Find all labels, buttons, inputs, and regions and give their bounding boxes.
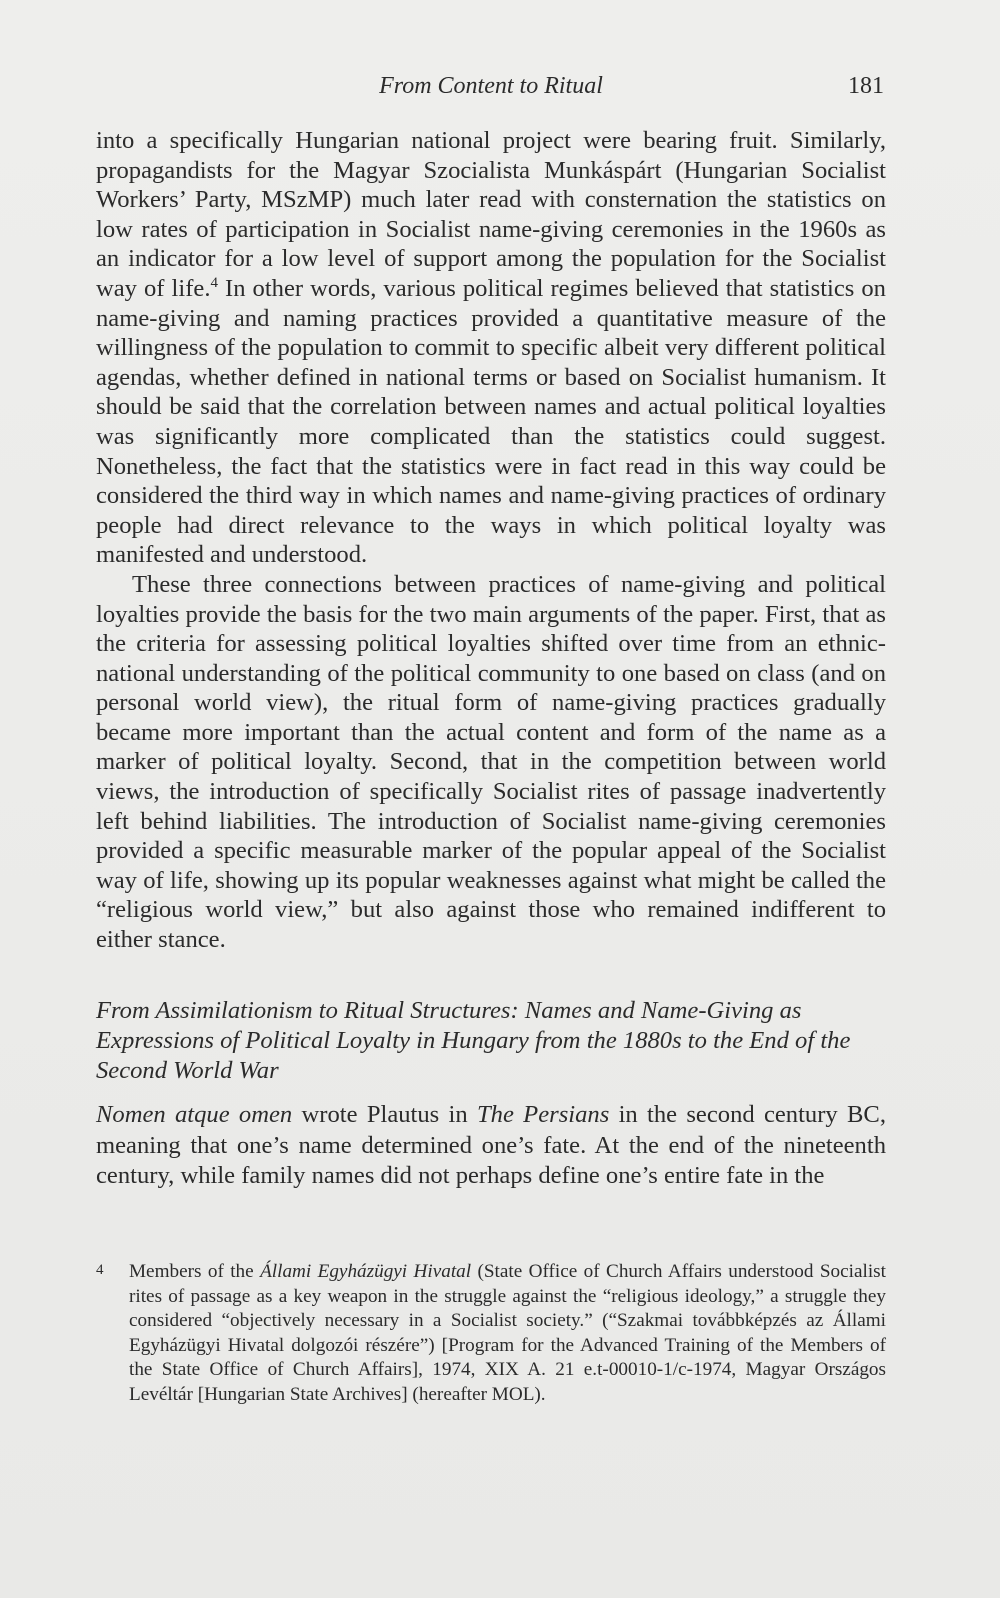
section-paragraph (96, 1100, 886, 1192)
page-number: 181 (848, 73, 884, 99)
section-heading: From Assimilationism to Ritual Structures: Names and Name-Giving as Expressions of Political Loyalty in Hungary from the 1880s to the End of the Second World War (96, 997, 851, 1084)
running-head (96, 70, 886, 102)
paragraph-1-text-a: into a specifically Hungarian national project were bearing fruit. Similarly, propagandists for the Magyar Szocialista Munkáspárt (Hungarian Socialist Workers’ Party, MSzMP) much later read with consternation the statistics on low rates of participation in Socialist name-giving ceremonies in the 1960s as an indicator for a low level of support among the population for the Socialist way of life. (96, 127, 886, 302)
paragraph-2: These three connections between practices of name-giving and political loyalties provide the basis for the two main arguments of the paper. First, that as the criteria for assessing political loyalties shifted over time from an ethnic-national understanding of the political community to one based on class (and on personal world view), the ritual form of name-giving practices gradually became more important than the actual content and form of the name as a marker of political loyalty. Second, that in the competition between world views, the introduction of specifically Socialist rites of passage inadvertently left behind liabilities. The introduction of Socialist name-giving ceremonies provided a specific measurable marker of the popular appeal of the Socialist way of life, showing up its popular weaknesses against what might be called the “religious world view,” but also against those who remained indifferent to either stance. (96, 570, 886, 954)
paragraph-1-text-b: In other words, various political regimes believed that statistics on name-giving and naming practices provided a quantitative measure of the willingness of the population to commit to specific albeit very different political agendas, whether defined in national terms or based on Socialist humanism. It should be said that the correlation between names and actual political loyalties was significantly more complicated than the statistics could suggest. Nonetheless, the fact that the statistics were in fact read in this way could be considered the third way in which names and name-giving practices of ordinary people had direct relevance to the ways in which political loyalty was manifested and understood. (96, 274, 886, 569)
running-title: From Content to Ritual (379, 73, 603, 99)
body-text (96, 126, 886, 955)
footnote-text-a: Members of the (129, 1261, 261, 1282)
paragraph-1 (96, 126, 886, 570)
section-text-a: wrote Plautus in (292, 1101, 477, 1128)
section-text-b: in the second century BC, meaning that one’s name determined one’s fate. At the end of the nineteenth century, while family names did not perhaps define one’s entire fate in the (96, 1101, 886, 1189)
work-title: The Persians (476, 1101, 610, 1128)
footnote-institution: Állami Egyházügyi Hivatal (260, 1261, 472, 1282)
footnote-text (129, 1260, 886, 1408)
latin-quote: Nomen atque omen (96, 1101, 293, 1128)
footnote-text-b: (State Office of Church Affairs understood Socialist rites of passage as a key weapon in the struggle against the “religious ideology,” a struggle they considered “objectively necessary in a Socialist society.” (“Szakmai továbbképzés az Állami Egyházügyi Hivatal dolgozói részére”) [Program for the Advanced Training of the Members of the State Office of Church Affairs], 1974, XIX A. 21 e.t-00010-1/c-1974, Magyar Országos Levéltár [Hungarian State Archives] (hereafter MOL). (129, 1261, 886, 1405)
footnote-reference[interactable]: 4 (210, 274, 218, 291)
footnote-number: 4 (96, 1262, 104, 1278)
footnote (96, 1260, 886, 1408)
